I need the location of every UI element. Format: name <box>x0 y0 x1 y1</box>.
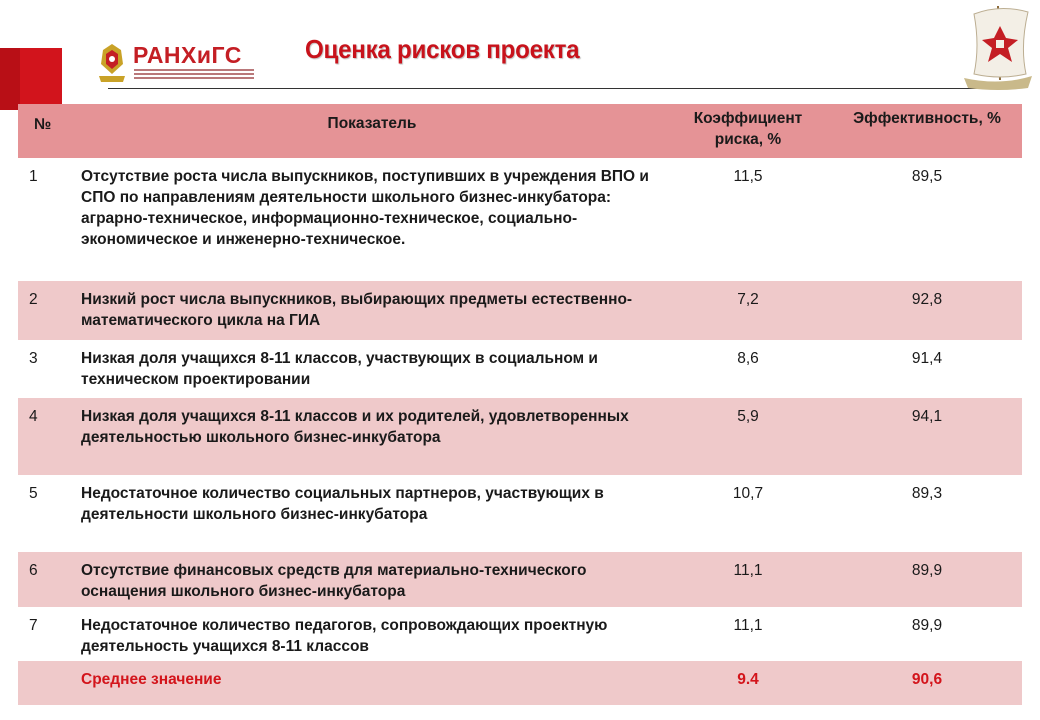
average-row <box>18 661 1022 705</box>
row-efficiency: 94,1 <box>911 408 943 425</box>
row-indicator: Отсутствие роста числа выпускников, поступивших в учреждения ВПО и СПО по направлениям деятельности школьного бизнес-инкубатора: аграрно-техническое, информационно-техническое, социально-экономическое и инженерно-техническое. <box>81 168 649 248</box>
row-number: 3 <box>29 350 38 367</box>
ranepa-logo <box>97 42 257 86</box>
average-label: Среднее значение <box>81 671 222 688</box>
row-efficiency: 92,8 <box>911 291 943 308</box>
row-efficiency: 89,5 <box>911 168 943 185</box>
row-number <box>18 661 80 705</box>
column-header-risk-coefficient: Коэффициент риска, % <box>693 110 803 148</box>
title-divider-right <box>555 88 1005 89</box>
row-efficiency: 91,4 <box>911 350 943 367</box>
row-number: 5 <box>29 485 38 502</box>
row-number: 6 <box>29 562 38 579</box>
row-indicator: Низкая доля учащихся 8-11 классов и их родителей, удовлетворенных деятельностью школьного бизнес-инкубатора <box>81 408 629 446</box>
emblem-icon <box>97 42 127 84</box>
sail-logo-icon <box>960 2 1036 92</box>
row-risk-coefficient: 8,6 <box>737 350 759 367</box>
row-number: 2 <box>29 291 38 308</box>
table-row <box>18 398 1022 475</box>
table-row <box>18 607 1022 661</box>
row-number: 7 <box>29 617 38 634</box>
column-header-indicator: Показатель <box>327 115 417 132</box>
title-divider <box>108 88 555 89</box>
table-row <box>18 340 1022 398</box>
average-efficiency: 90,6 <box>911 671 943 688</box>
column-header-efficiency: Эффективность, % <box>853 110 1001 127</box>
row-efficiency: 89,9 <box>911 562 943 579</box>
page-title: Оценка рисков проекта <box>305 34 580 64</box>
risk-table <box>18 104 1022 705</box>
row-indicator: Низкий рост числа выпускников, выбирающих предметы естественно-математического цикла на ГИА <box>81 291 633 329</box>
row-risk-coefficient: 10,7 <box>732 485 764 502</box>
row-risk-coefficient: 11,5 <box>733 168 763 185</box>
average-risk-coefficient: 9.4 <box>737 671 759 688</box>
row-efficiency: 89,9 <box>911 617 943 634</box>
row-risk-coefficient: 11,1 <box>733 617 763 634</box>
row-efficiency: 89,3 <box>911 485 943 502</box>
row-indicator: Недостаточное количество социальных партнеров, участвующих в деятельности школьного бизнес-инкубатора <box>81 485 604 523</box>
row-indicator: Недостаточное количество педагогов, сопровождающих проектную деятельность учащихся 8-11 классов <box>81 617 608 655</box>
table-row <box>18 281 1022 340</box>
row-indicator: Низкая доля учащихся 8-11 классов, участвующих в социальном и техническом проектировании <box>81 350 598 388</box>
logo-tagline <box>134 69 254 82</box>
row-risk-coefficient: 7,2 <box>737 291 759 308</box>
row-risk-coefficient: 11,1 <box>733 562 763 579</box>
row-number: 4 <box>29 408 38 425</box>
row-number: 1 <box>29 168 38 185</box>
table-row <box>18 475 1022 552</box>
red-corner-tab <box>0 48 62 110</box>
table-header-row <box>18 104 1022 158</box>
row-risk-coefficient: 5,9 <box>737 408 759 425</box>
table-row <box>18 158 1022 281</box>
logo-brand-text: РАНХиГС <box>133 42 242 68</box>
table-row <box>18 552 1022 607</box>
column-header-number: № <box>34 116 52 133</box>
row-indicator: Отсутствие финансовых средств для материально-технического оснащения школьного бизнес-инкубатора <box>81 562 587 600</box>
